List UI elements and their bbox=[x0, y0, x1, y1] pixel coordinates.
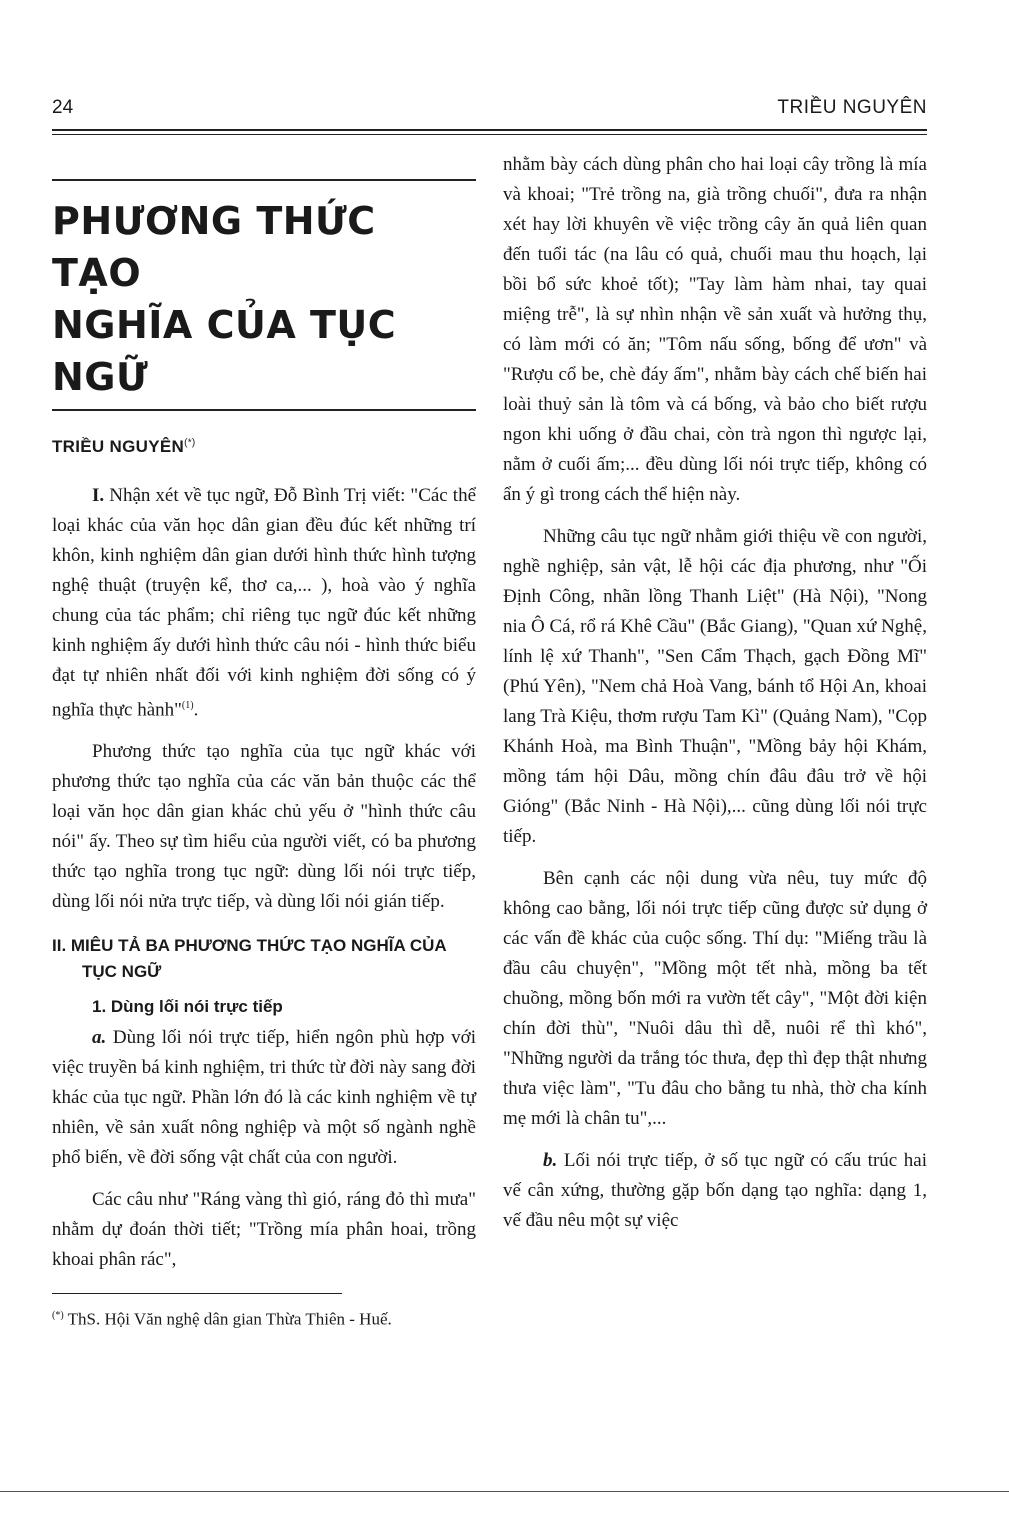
paragraph-intro-end: . bbox=[193, 699, 199, 721]
footnote-mark: (*) bbox=[52, 1310, 64, 1322]
paragraph-other-topics: Bên cạnh các nội dung vừa nêu, tuy mức độ không cao bằng, lối nói trực tiếp cũng được sử dụng ở các vấn đề khác của cuộc sống. Thí dụ: "Miếng trầu là đầu câu chuyện", "Mồng một tết nhà, mồng ba tết chuồng, mồng bốn mới ra vườn tết cây", "Một đời kiện chín đời thù", "Nuôi dâu thì dễ, nuôi rể thì khó", "Những người da trắng tóc thưa, đẹp thì đẹp thật nhưng thưa việc làm", "Tu đâu cho bằng tu nhà, thờ cha kính mẹ mới là chân tu",... bbox=[503, 868, 927, 1129]
footnote-text: ThS. Hội Văn nghệ dân gian Thừa Thiên - Huế. bbox=[67, 1309, 392, 1329]
running-author: TRIỀU NGUYÊN bbox=[777, 97, 927, 118]
title-line-1: PHƯƠNG THỨC TẠO bbox=[52, 199, 376, 295]
running-head bbox=[52, 97, 927, 127]
page-bottom-edge bbox=[0, 1491, 1009, 1492]
paragraph-localities: Những câu tục ngữ nhằm giới thiệu về con người, nghề nghiệp, sản vật, lễ hội các địa phương, như "Ối Định Công, nhãn lồng Thanh Liệt" (Hà Nội), "Nong nia Ô Cá, rổ rá Khê Cầu" (Bắc Giang), "Quan xứ Nghệ, lính lệ xứ Thanh", "Sen Cẩm Thạch, gạch Đồng Mĩ" (Phú Yên), "Nem chả Hoà Vang, bánh tổ Hội An, khoai lang Trà Kiệu, thơm rượu Tam Kì" (Quảng Nam), "Cọp Khánh Hoà, ma Bình Thuận", "Mồng bảy hội Khám, mồng tám hội Dâu, mồng chín đâu đâu trở về hội Gióng" (Bắc Ninh - Hà Nội),... cũng dùng lối nói trực tiếp. bbox=[503, 526, 927, 847]
subsection-heading: 1. Dùng lối nói trực tiếp bbox=[92, 997, 283, 1017]
byline bbox=[52, 437, 476, 457]
author-name: TRIỀU NGUYÊN bbox=[52, 437, 185, 456]
paragraph-a-text: Dùng lối nói trực tiếp, hiển ngôn phù hợp với việc truyền bá kinh nghiệm, tri thức từ đời này sang đời khác của tục ngữ. Phần lớn đó là các kinh nghiệm về tự nhiên, về sản xuất nông nghiệp và một số ngành nghề phổ biến, về đời sống vật chất của con người. bbox=[52, 1027, 476, 1169]
left-column bbox=[52, 150, 476, 1332]
title-rule-top bbox=[52, 179, 476, 181]
section-heading: II. MIÊU TẢ BA PHƯƠNG THỨC TẠO NGHĨA CỦA TỤC NGỮ bbox=[52, 936, 447, 982]
footnote-rule bbox=[52, 1293, 342, 1294]
title-rule-bottom bbox=[52, 409, 476, 411]
page-number: 24 bbox=[52, 97, 74, 118]
header-rule-thin bbox=[52, 134, 927, 135]
item-label-b: b. bbox=[543, 1150, 558, 1171]
item-label-a: a. bbox=[92, 1027, 107, 1049]
paragraph-b bbox=[503, 1146, 927, 1236]
paragraph-2: Phương thức tạo nghĩa của tục ngữ khác với phương thức tạo nghĩa của các văn bản thuộc các thể loại văn học dân gian khác chủ yếu ở "hình thức câu nói" ấy. Theo sự tìm hiểu của người viết, có ba phương thức tạo nghĩa trong tục ngữ: dùng lối nói trực tiếp, dùng lối nói nửa trực tiếp, và dùng lối nói gián tiếp. bbox=[52, 741, 476, 913]
title-line-2: NGHĨA CỦA TỤC NGỮ bbox=[52, 303, 397, 399]
paragraph-continued: nhằm bày cách dùng phân cho hai loại cây trồng là mía và khoai; "Trẻ trồng na, già trồng chuối", đưa ra nhận xét hay lời khuyên về việc trồng cây ăn quả liên quan đến tuổi tác (na lâu có quả, chuối mau thu hoạch, lại bồi bổ sức khoẻ tốt); "Tay làm hàm nhai, tay quai miệng trễ", là sự nhìn nhận về sản xuất và hưởng thụ, có làm mới có ăn; "Tôm nấu sống, bống để ươn" và "Rượu cổ be, chè đáy ấm", nhằm bày cách chế biến hai loài thuỷ sản là tôm và cá bống, và bảo cho biết rượu ngon khi uống ở đầu chai, còn trà ngon thì ngược lại, nằm ở cuối ấm;... đều dùng lối nói trực tiếp, không có ẩn ý gì trong cách thể hiện này. bbox=[503, 154, 927, 505]
right-column bbox=[503, 150, 927, 1236]
paragraph-b-text: Lối nói trực tiếp, ở số tục ngữ có cấu trúc hai vế cân xứng, thường gặp bốn dạng tạo nghĩa: dạng 1, vế đầu nêu một sự việc bbox=[503, 1150, 928, 1231]
section-numeral: I. bbox=[92, 485, 105, 506]
header-rule bbox=[52, 129, 927, 131]
paragraph-3: Các câu như "Ráng vàng thì gió, ráng đỏ thì mưa" nhằm dự đoán thời tiết; "Trồng mía phân hoai, trồng khoai phân rác", bbox=[52, 1189, 476, 1271]
paragraph-intro bbox=[52, 481, 476, 725]
paragraph-a bbox=[52, 1023, 476, 1173]
paragraph-intro-text: Nhận xét về tục ngữ, Đỗ Bình Trị viết: "Các thể loại khác của văn học dân gian đều đúc kết những trí khôn, kinh nghiệm dân gian dưới hình thức hình tượng nghệ thuật (truyện kể, thơ ca,... ), hoà vào ý nghĩa chung của tác phẩm; chỉ riêng tục ngữ đúc kết những kinh nghiệm ấy dưới hình thức câu nói - hình thức biểu đạt tự nhiên nhất đối với kinh nghiệm đời sống có ý nghĩa thực hành" bbox=[52, 485, 476, 721]
author-footnote-mark: (*) bbox=[184, 437, 196, 449]
footnote bbox=[52, 1304, 476, 1332]
reference-mark: (1) bbox=[181, 700, 194, 711]
article-title bbox=[52, 195, 476, 403]
